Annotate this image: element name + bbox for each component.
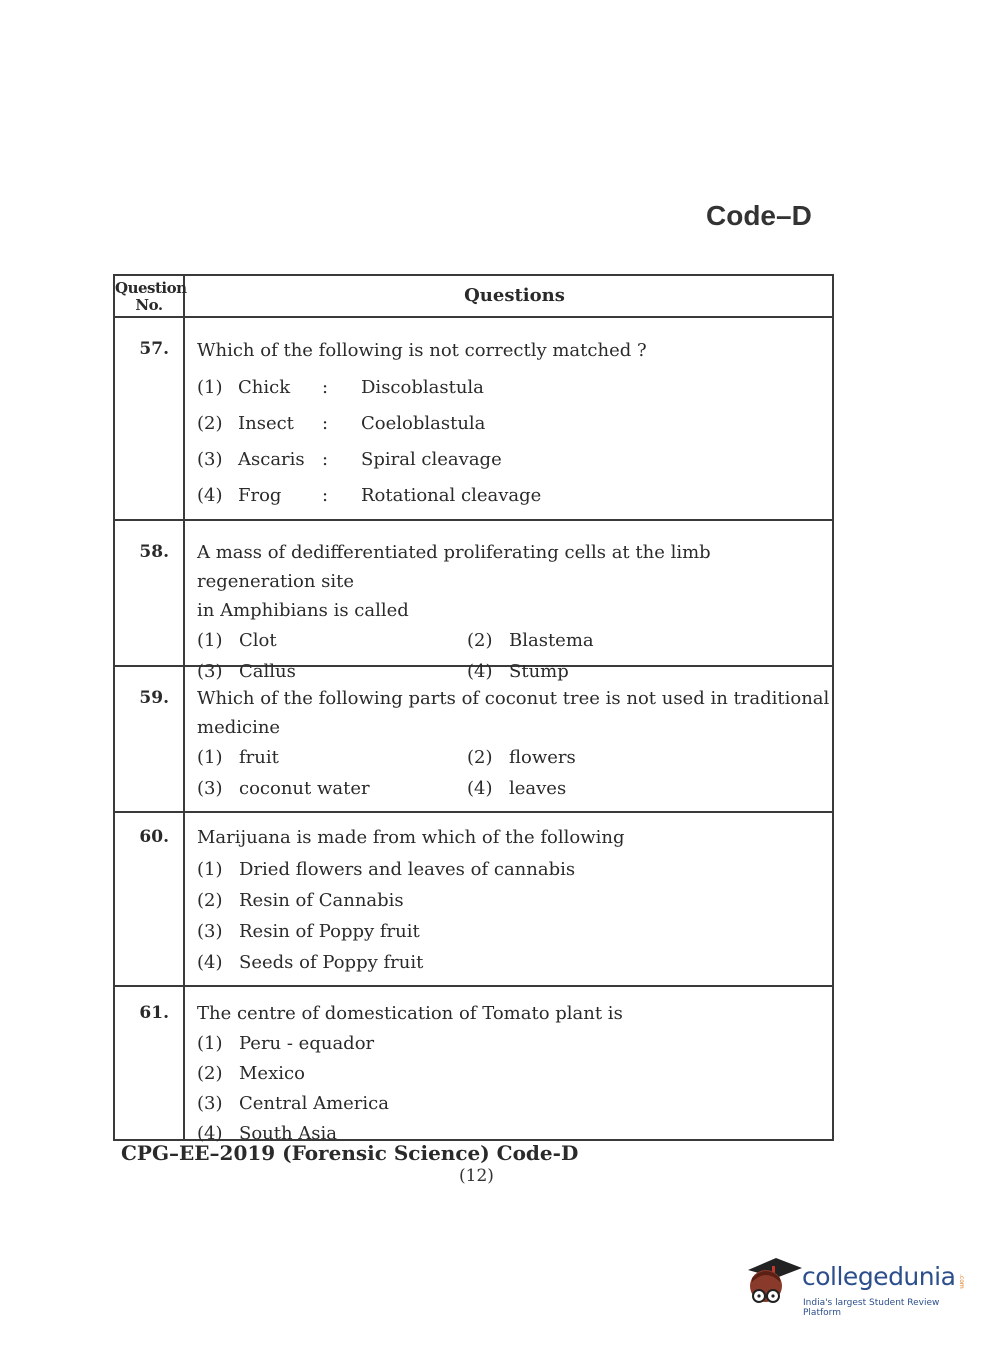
option-label: Frog	[238, 484, 282, 506]
logo-suffix: .com	[958, 1274, 965, 1289]
question-row-58	[115, 519, 832, 682]
page-number: (12)	[459, 1166, 494, 1186]
question-stem: Marijuana is made from which of the following	[197, 827, 625, 848]
option-text: Peru - equador	[239, 1032, 375, 1054]
collegedunia-logo[interactable]	[742, 1248, 972, 1318]
option-text: Clot	[239, 630, 277, 651]
option-2	[467, 742, 832, 773]
question-no-header-line2: No.	[135, 296, 163, 314]
option-number: (2)	[197, 1062, 223, 1084]
option-value: Spiral cleavage	[361, 448, 502, 470]
option-4	[467, 773, 832, 804]
option-number: (3)	[197, 778, 223, 799]
option-4	[197, 477, 832, 513]
option-text: coconut water	[239, 778, 370, 799]
question-number: 58.	[115, 521, 185, 665]
code-label: Code–D	[706, 200, 812, 231]
option-number: (2)	[197, 890, 223, 911]
question-body	[185, 521, 832, 682]
option-3	[197, 441, 832, 477]
option-text: Stump	[509, 661, 569, 682]
option-text: Callus	[239, 661, 296, 682]
option-number: (3)	[197, 921, 223, 942]
option-number: (3)	[197, 661, 223, 682]
option-1	[197, 854, 832, 885]
question-stem-line1: Which of the following parts of coconut tree is not used in traditional	[197, 688, 830, 709]
option-label: Chick	[238, 376, 291, 398]
option-number: (2)	[467, 630, 493, 651]
option-3	[197, 1088, 832, 1118]
option-text: Central America	[239, 1092, 389, 1114]
footer-exam-code: CPG–EE–2019 (Forensic Science) Code-D	[121, 1141, 579, 1165]
option-value: Coeloblastula	[361, 412, 486, 434]
question-stem-line1: A mass of dedifferentiated proliferating cells at the limb regeneration site	[197, 542, 711, 592]
option-2	[197, 885, 832, 916]
option-text: Resin of Cannabis	[239, 890, 404, 911]
option-number: (4)	[197, 952, 223, 973]
option-text: flowers	[509, 747, 576, 768]
question-number: 59.	[115, 667, 185, 811]
option-3	[197, 916, 832, 947]
option-number: (1)	[197, 376, 223, 398]
option-2	[197, 1058, 832, 1088]
question-stem-line2: in Amphibians is called	[197, 600, 409, 621]
question-stem: Which of the following is not correctly matched ?	[197, 340, 647, 361]
option-number: (3)	[197, 1092, 223, 1114]
option-text: Dried flowers and leaves of cannabis	[239, 859, 576, 880]
option-2	[467, 625, 832, 656]
question-row-60	[115, 811, 832, 985]
option-number: (1)	[197, 747, 223, 768]
question-no-header	[115, 276, 185, 316]
logo-wordmark: collegedunia	[802, 1262, 956, 1291]
option-number: (3)	[197, 448, 223, 470]
mascot-icon	[742, 1252, 804, 1314]
option-label: Ascaris	[238, 448, 305, 470]
questions-header: Questions	[464, 285, 565, 306]
option-label: Insect	[238, 412, 294, 434]
option-colon: :	[322, 412, 329, 434]
question-number: 61.	[115, 987, 185, 1139]
question-stem-line2: medicine	[197, 717, 281, 738]
option-number: (1)	[197, 1032, 223, 1054]
question-row-61	[115, 985, 832, 1144]
option-colon: :	[322, 484, 329, 506]
option-1	[197, 625, 467, 656]
option-number: (4)	[467, 778, 493, 799]
question-stem: The centre of domestication of Tomato plant is	[197, 1003, 623, 1024]
option-text: South Asia	[239, 1122, 338, 1144]
option-4	[197, 947, 832, 978]
question-body	[185, 813, 832, 985]
option-1	[197, 742, 467, 773]
question-row-57	[115, 316, 832, 519]
option-1	[197, 369, 832, 405]
option-number: (2)	[467, 747, 493, 768]
option-text: Blastema	[509, 630, 594, 651]
option-number: (1)	[197, 630, 223, 651]
option-3	[197, 773, 467, 804]
option-value: Discoblastula	[361, 376, 484, 398]
question-number: 60.	[115, 813, 185, 985]
logo-tagline: India's largest Student Review Platform	[803, 1298, 940, 1318]
option-text: Resin of Poppy fruit	[239, 921, 420, 942]
question-body	[185, 987, 832, 1144]
option-colon: :	[322, 448, 329, 470]
option-text: Mexico	[239, 1062, 305, 1084]
option-text: fruit	[239, 747, 279, 768]
option-number: (4)	[467, 661, 493, 682]
question-body	[185, 667, 832, 811]
table-header-row	[115, 276, 832, 316]
question-row-59	[115, 665, 832, 811]
option-2	[197, 405, 832, 441]
option-colon: :	[322, 376, 329, 398]
option-number: (4)	[197, 484, 223, 506]
question-number: 57.	[115, 318, 185, 519]
question-no-header-line1: Question	[115, 279, 187, 297]
options-grid	[197, 742, 832, 804]
option-text: leaves	[509, 778, 567, 799]
questions-table	[113, 274, 834, 1144]
option-text: Seeds of Poppy fruit	[239, 952, 424, 973]
option-value: Rotational cleavage	[361, 484, 542, 506]
option-1	[197, 1028, 832, 1058]
option-number: (1)	[197, 859, 223, 880]
option-number: (2)	[197, 412, 223, 434]
question-body	[185, 318, 832, 519]
option-number: (4)	[197, 1122, 223, 1144]
